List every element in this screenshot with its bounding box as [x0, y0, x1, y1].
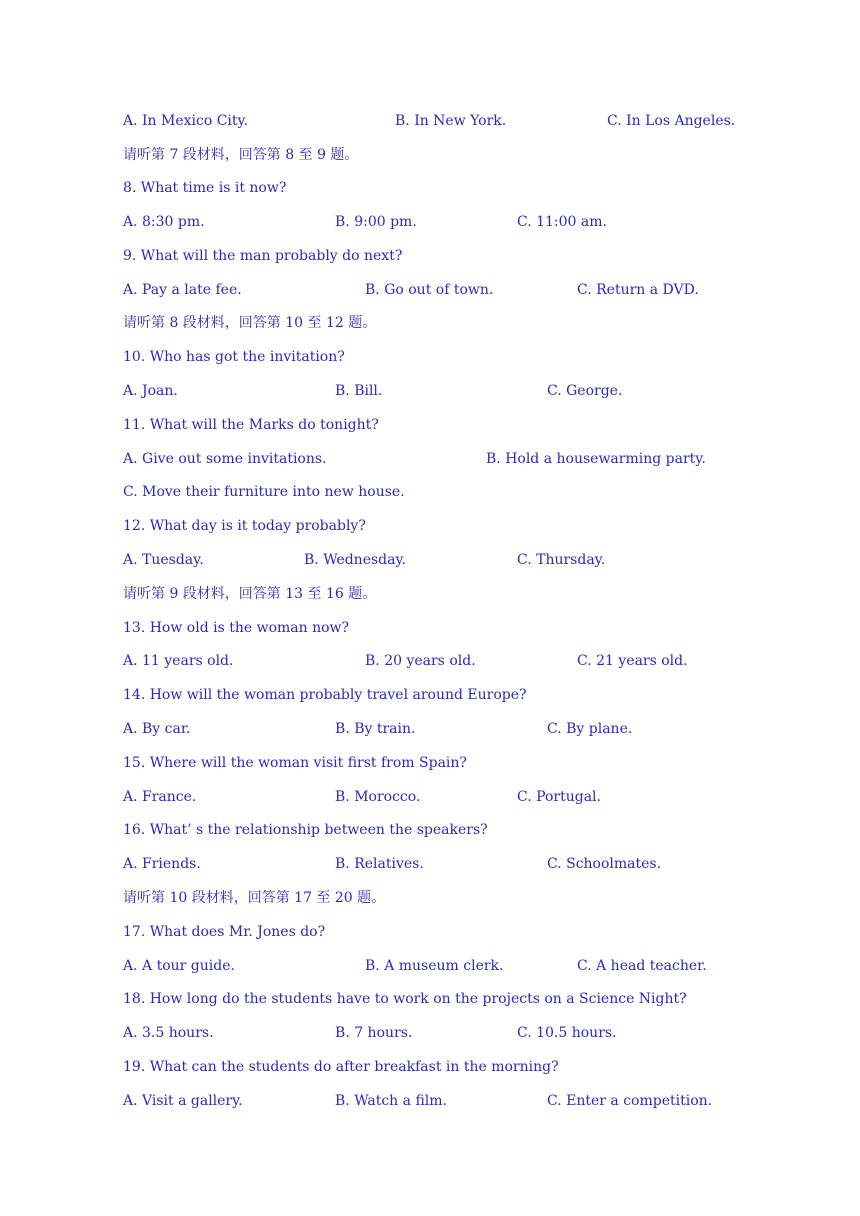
- question: 18. How long do the students have to work on the projects on a Science Night?: [123, 991, 687, 1007]
- question: 14. How will the woman probably travel around Europe?: [123, 687, 527, 703]
- option-b: B. 9:00 pm.: [335, 214, 417, 230]
- question: 12. What day is it today probably?: [123, 518, 366, 534]
- option-c: C. A head teacher.: [577, 958, 707, 974]
- question: 13. How old is the woman now?: [123, 620, 350, 636]
- option-b: B. Relatives.: [335, 856, 424, 872]
- option-a: A. Joan.: [123, 383, 178, 399]
- option-c: C. Portugal.: [517, 789, 601, 805]
- option-a: A. 3.5 hours.: [123, 1025, 214, 1041]
- question: 16. What’ s the relationship between the speakers?: [123, 822, 488, 838]
- option-c: C. 21 years old.: [577, 653, 688, 669]
- options-row: [123, 212, 820, 232]
- options-row: [123, 449, 820, 469]
- option-a: A. Give out some invitations.: [123, 451, 327, 467]
- options-row: [123, 482, 820, 502]
- options-row: [123, 956, 820, 976]
- options-row: [123, 651, 820, 671]
- option-c: C. Move their furniture into new house.: [123, 484, 405, 500]
- option-b: B. Watch a film.: [335, 1093, 447, 1109]
- option-b: B. 7 hours.: [335, 1025, 413, 1041]
- option-b: B. Go out of town.: [365, 282, 494, 298]
- options-row: [123, 719, 820, 739]
- option-c: C. Thursday.: [517, 552, 606, 568]
- options-row: [123, 111, 820, 131]
- option-c: C. Enter a competition.: [547, 1093, 713, 1109]
- question: 10. Who has got the invitation?: [123, 349, 345, 365]
- option-b: B. 20 years old.: [365, 653, 476, 669]
- option-a: A. Pay a late fee.: [123, 282, 242, 298]
- option-a: A. Friends.: [123, 856, 201, 872]
- option-c: C. Return a DVD.: [577, 282, 699, 298]
- options-row: [123, 787, 820, 807]
- question: 19. What can the students do after breakfast in the morning?: [123, 1059, 559, 1075]
- question: 8. What time is it now?: [123, 180, 287, 196]
- options-row: [123, 550, 820, 570]
- section-heading: 请听第 10 段材料，回答第 17 至 20 题。: [123, 890, 386, 906]
- option-a: A. 8:30 pm.: [123, 214, 205, 230]
- option-a: A. Tuesday.: [123, 552, 204, 568]
- option-c: C. In Los Angeles.: [607, 113, 736, 129]
- section-heading: 请听第 8 段材料，回答第 10 至 12 题。: [123, 315, 377, 331]
- option-b: B. A museum clerk.: [365, 958, 504, 974]
- option-a: A. 11 years old.: [123, 653, 234, 669]
- option-b: B. Wednesday.: [304, 552, 406, 568]
- option-c: C. 11:00 am.: [517, 214, 607, 230]
- question: 11. What will the Marks do tonight?: [123, 417, 379, 433]
- section-heading: 请听第 7 段材料，回答第 8 至 9 题。: [123, 147, 359, 163]
- option-b: B. Hold a housewarming party.: [486, 451, 706, 467]
- option-c: C. Schoolmates.: [547, 856, 662, 872]
- option-a: A. A tour guide.: [123, 958, 235, 974]
- options-row: [123, 854, 820, 874]
- options-row: [123, 1023, 820, 1043]
- options-row: [123, 381, 820, 401]
- option-a: A. By car.: [123, 721, 191, 737]
- option-c: C. 10.5 hours.: [517, 1025, 617, 1041]
- question: 15. Where will the woman visit first from Spain?: [123, 755, 467, 771]
- option-c: C. By plane.: [547, 721, 633, 737]
- option-b: B. By train.: [335, 721, 416, 737]
- option-a: A. In Mexico City.: [123, 113, 249, 129]
- options-row: [123, 280, 820, 300]
- option-b: B. Morocco.: [335, 789, 421, 805]
- option-b: B. Bill.: [335, 383, 383, 399]
- options-row: [123, 1091, 820, 1111]
- option-a: A. France.: [123, 789, 197, 805]
- option-c: C. George.: [547, 383, 623, 399]
- option-b: B. In New York.: [395, 113, 507, 129]
- section-heading: 请听第 9 段材料，回答第 13 至 16 题。: [123, 586, 377, 602]
- option-a: A. Visit a gallery.: [123, 1093, 243, 1109]
- question: 9. What will the man probably do next?: [123, 248, 403, 264]
- question: 17. What does Mr. Jones do?: [123, 924, 326, 940]
